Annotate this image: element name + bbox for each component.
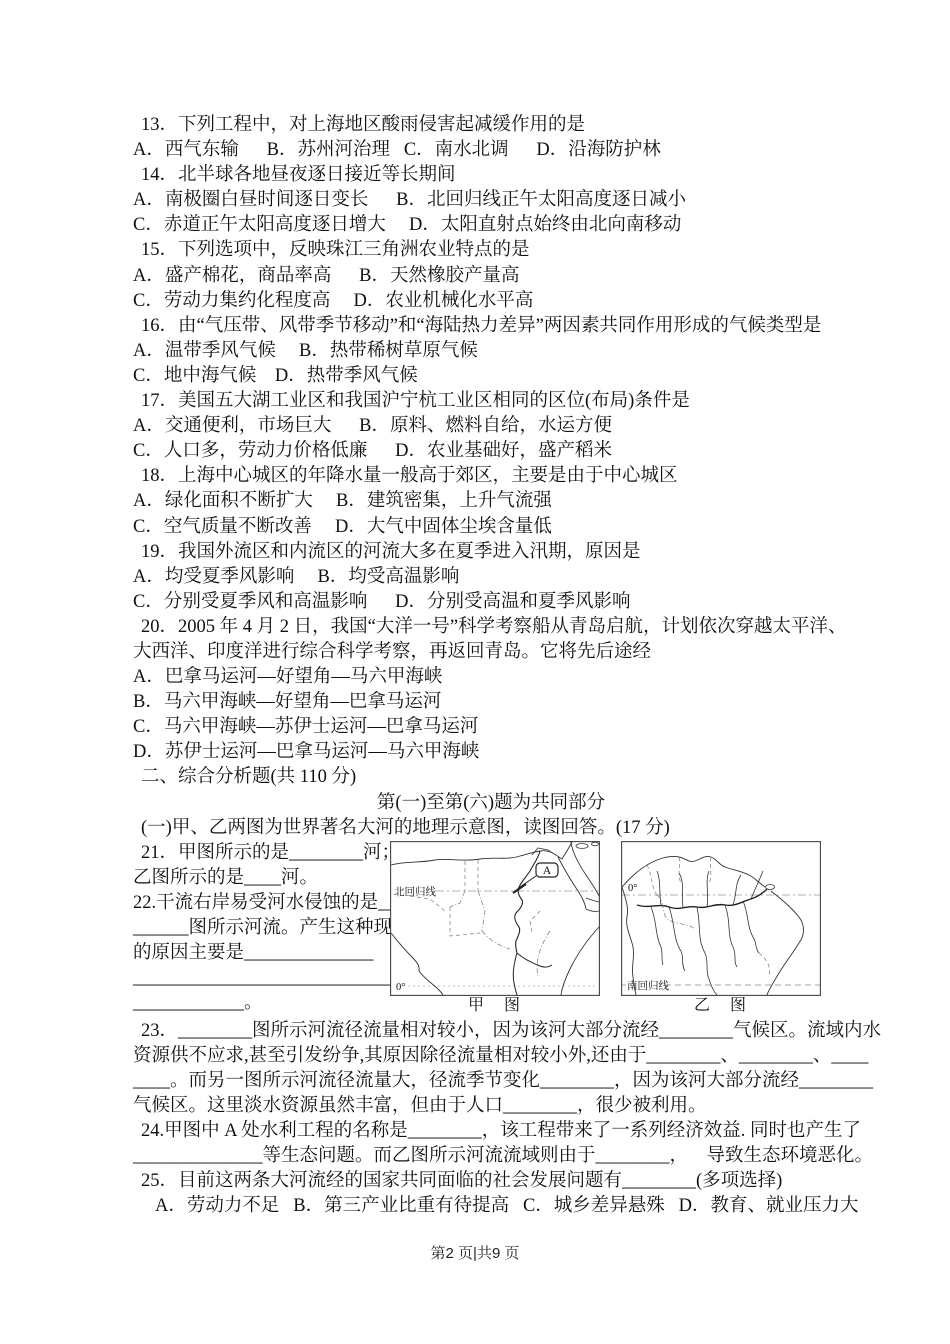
question-19-options-ab: A．均受夏季风影响 B．均受高温影响	[133, 566, 460, 587]
question-16-options-ab: A．温带季风气候 B．热带稀树草原气候	[133, 340, 478, 361]
equator-label-yi: 0°	[628, 882, 638, 894]
nile-map-image	[390, 841, 600, 996]
question-19-options-cd: C．分别受夏季风和高温影响 D．分别受高温和夏季风影响	[133, 591, 631, 612]
marker-a-label: A	[542, 864, 552, 877]
question-22-line3: 的原因主要是______________	[133, 943, 374, 964]
common-part-heading: 第(一)至第(六)题为共同部分	[376, 792, 606, 813]
question-14-options-ab: A．南极圈白昼时间逐日变长 B．北回归线正午太阳高度逐日减小	[133, 190, 686, 211]
question-17-options-ab: A．交通便利，市场巨大 B．原料、燃料自给，水运方便	[133, 416, 612, 437]
question-14: 14．北半球各地昼夜逐日接近等长期间	[141, 165, 456, 186]
figure-side-text	[133, 841, 411, 1017]
question-20-option-b: B．马六甲海峡—好望角—巴拿马运河	[133, 692, 442, 713]
question-17: 17．美国五大湖工业区和我国沪宁杭工业区相同的区位(布局)条件是	[141, 391, 690, 412]
question-21-line1: 21．甲图所示的是________河；	[141, 842, 401, 863]
figure-block	[133, 841, 849, 1015]
question-14-options-cd: C．赤道正午太阳高度逐日增大 D．太阳直射点始终由北向南移动	[133, 215, 682, 236]
amazon-map-image	[621, 841, 821, 996]
question-23-line1: 23．________图所示河流径流量相对较小，因为该河大部分流经________气候区。流域内水	[141, 1020, 882, 1041]
section-two-heading: 二、综合分析题(共 110 分)	[141, 767, 357, 788]
question-18: 18．上海中心城区的年降水量一般高于郊区，主要是由于中心城区	[141, 466, 678, 487]
question-20-line1: 20．2005 年 4 月 2 日，我国“大洋一号”科学考察船从青岛启航，计划依次穿越太平洋、	[141, 616, 847, 637]
question-23-line2: 资源供不应求,甚至引发纷争,其原因除径流量相对较小外,还由于________、________、____	[133, 1045, 869, 1066]
question-20-line2: 大西洋、印度洋进行综合科学考察，再返回青岛。它将先后途经	[133, 641, 652, 662]
question-22-line1: 22.干流右岸易受河水侵蚀的是__	[133, 892, 397, 913]
map-figure-yi	[621, 841, 821, 1015]
page-number-footer: 第2 页|共9 页	[430, 1245, 520, 1262]
question-22-blank-line: ____________________________	[133, 968, 392, 989]
question-15-options-cd: C．劳动力集约化程度高 D．农业机械化水平高	[133, 290, 534, 311]
question-23-line3: ____。而另一图所示河流径流量大，径流季节变化________，因为该河大部分流经________	[133, 1070, 874, 1091]
question-15-options-ab: A．盛产棉花，商品率高 B．天然橡胶产量高	[133, 265, 520, 286]
question-22-line5: ____________。	[133, 993, 263, 1014]
question-19: 19．我国外流区和内流区的河流大多在夏季进入汛期，原因是	[141, 541, 641, 562]
question-25-options: A．劳动力不足 B．第三产业比重有待提高 C．城乡差异悬殊 D．教育、就业压力大	[155, 1196, 859, 1217]
map-jia-caption: 甲 图	[467, 996, 522, 1014]
question-20-option-a: A．巴拿马运河—好望角—马六甲海峡	[133, 667, 443, 688]
tropic-of-cancer-label: 北回归线	[394, 886, 436, 898]
question-18-options-cd: C．空气质量不断改善 D．大气中固体尘埃含量低	[133, 516, 552, 537]
question-21-line2: 乙图所示的是____河。	[133, 867, 319, 888]
question-13-options: A．西气东输 B．苏州河治理 C．南水北调 D．沿海防护林	[133, 140, 661, 161]
question-17-options-cd: C．人口多，劳动力价格低廉 D．农业基础好，盛产稻米	[133, 441, 612, 462]
question-22-line2: ______图所示河流。产生这种现象	[133, 918, 411, 938]
tropic-of-capricorn-label: 南回归线	[627, 980, 669, 992]
exercise-one-intro: (一)甲、乙两图为世界著名大河的地理示意图，读图回答。(17 分)	[141, 817, 670, 838]
part2-block	[133, 1019, 882, 1220]
equator-label-jia: 0°	[396, 981, 406, 993]
question-15: 15．下列选项中，反映珠江三角洲农业特点的是	[141, 240, 530, 261]
question-23-line4: 气候区。这里淡水资源虽然丰富，但由于人口________，很少被利用。	[133, 1096, 707, 1116]
question-25: 25．目前这两条大河流经的国家共同面临的社会发展问题有________(多项选择)	[141, 1171, 783, 1192]
question-18-options-ab: A．绿化面积不断扩大 B．建筑密集，上升气流强	[133, 491, 552, 512]
question-16: 16．由“气压带、风带季节移动”和“海陆热力差异”两因素共同作用形成的气候类型是	[141, 315, 822, 336]
map-yi-caption: 乙 图	[693, 996, 748, 1014]
question-20-option-d: D．苏伊士运河—巴拿马运河—马六甲海峡	[133, 742, 480, 763]
question-16-options-cd: C．地中海气候 D．热带季风气候	[133, 365, 418, 386]
question-24-line1: 24.甲图中 A 处水利工程的名称是________，该工程带来了一系列经济效益. 同时也产生了	[141, 1121, 861, 1142]
map-figure-jia	[390, 841, 600, 1015]
exam-content	[133, 113, 882, 1219]
question-24-line2: ______________等生态问题。而乙图所示河流流域则由于________， 导致生态环境恶化。	[133, 1146, 874, 1167]
question-13: 13．下列工程中，对上海地区酸雨侵害起减缓作用的是	[141, 115, 586, 135]
question-20-option-c: C．马六甲海峡—苏伊士运河—巴拿马运河	[133, 717, 479, 738]
